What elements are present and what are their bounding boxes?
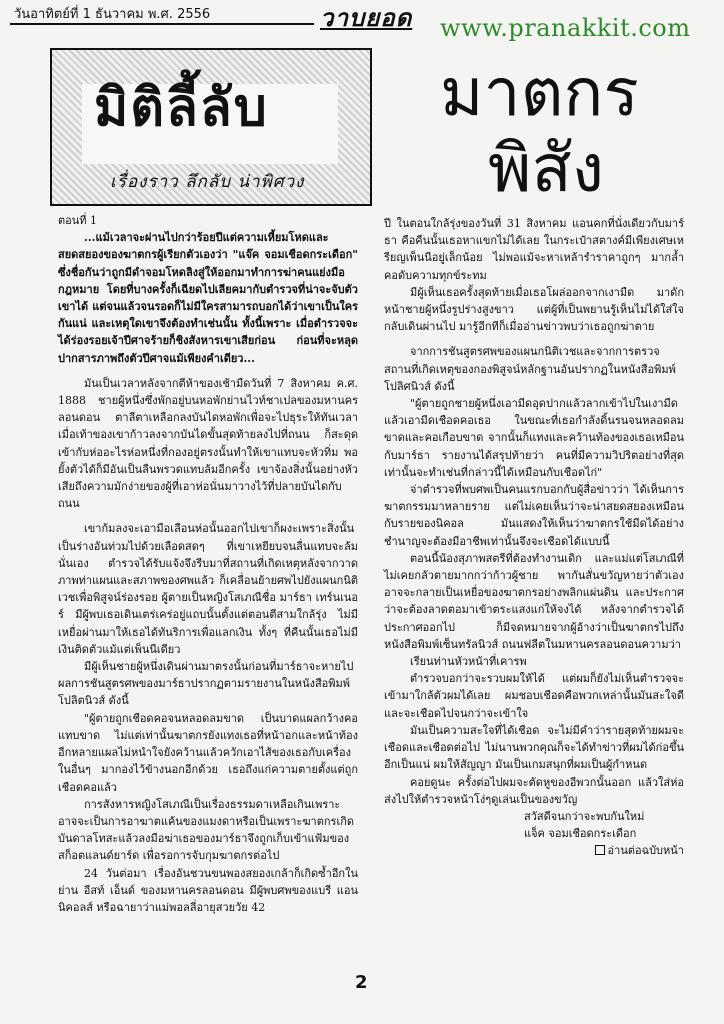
issue-date: วันอาทิตย์ที่ 1 ธันวาคม พ.ศ. 2556 — [14, 7, 211, 22]
letter-paragraph: มันเป็นความสะใจที่ได้เชือด จะไม่มีคำว่ารายสุดท้ายผมจะเชือดและเชือดต่อไป ไม่นานพวกคุณก็จะได้ทำข่าวที่ผมได้ก่อขึ้นอีกเป็นแน่ ผมให้สัญญา มันเป็นเกมสนุกที่ผมเป็นผู้กำหนด — [384, 723, 684, 772]
page-number: 2 — [355, 972, 368, 993]
signature-name: แจ็ค จอมเชือดกระเดือก — [524, 827, 637, 841]
article-paragraph: "ผู้ตายถูกเชือดคอจนหลอดลมขาด เป็นบาดแผลกว้างคอแทบขาด ไม่แต่เท่านั้นฆาตกรยังแทงเธอที่หน้าอกและหน้าท้องอีกหลายแผลไม่หนำใจยังคว้านแล้วควักเอาไส้ของเธอกับเครื่องในอื่นๆ มากองไว้ข้างนอกอีกด้วย เธอถึงแก่ความตายตั้งแต่ถูกเชือดคอแล้ว — [58, 711, 358, 794]
watermark-url: www.pranakkit.com — [440, 14, 691, 42]
article-paragraph: มีผู้เห็นเธอครั้งสุดท้ายเมื่อเธอโผล่ออกจากเงามืด มาดักหน้าชายผู้หนึ่งรูปร่างสูงขาว แต่ผู้ที่เป็นพยานรู้เห็นไม่ได้ใส่ใจกลับเดินผ่านไป มารู้อีกทีก็เมื่ออ่านข่าวพบว่าเธอถูกฆ่าตาย — [384, 285, 684, 334]
article-paragraph: ตอนนี้น้องสุภาพสตรีที่ต้องทำงานเดิก และแม่แต่โสเภณีที่ไม่เคยกลัวตายมากกว่าก้าวผู้ชาย พากันสั่นขวัญหายว่าตัวเองอาจจะกลายเป็นเหยื่อของฆาตกรอย่างพลิกแผ่นดิน และประกาศว่าจะต้องลาดตอมาเข้าตระแสงแก่ให้จงได้ หลังจากตำรวจได้ประกาศออกไป ก็มีจดหมายจากผู้อ้างว่าเป็นฆาตกรไปถึงหนังสือพิมพ์เซ็นทรัลนิวส์ ถนนฟลีตในมหานครลอนดอนความว่า — [384, 551, 684, 651]
left-column — [58, 212, 358, 916]
quote-paragraph: "ผู้ตายถูกชายผู้หนึ่งเอามีดอุดปากแล้วลากเข้าไปในเงามืดแล้วเอามีดเชือดคอเธอ ในขณะที่เธอกำลังดิ้นรนจนหลอดลมขาดและคอเกือบขาด จากนั้นก็แทงและคว้านท้องของเธอเหมือนกับมาร์ธา รายงานได้สรุปท้ายว่า คนที่มีความวิปริตอย่างที่สุดเท่านั้นจะทำเช่นที่กล่าวนี้ได้เหมือนกับเชือดไก่" — [384, 397, 684, 479]
headline-line-1: มาตกร — [440, 54, 639, 131]
letter-salutation: เรียนท่านหัวหน้าที่เคารพ — [410, 655, 527, 669]
article-paragraph: เขาก้มลงจะเอามือเลือนห่อนั้นออกไปเขาก็ผงะเพราะสิ่งนั้นเป็นร่างอันท่วมไปด้วยเลือดสดๆ ที่เขาเหยียบจนลื่นแทบจะล้มนั่นเอง ตำรวจได้รับแจ้งจึงรีบมาที่สถานที่เกิดเหตุหลังจากวาดภาพท่าแผนและสภาพของศพแล้ว ก็เคลื่อนย้ายศพไปยังแผนกนิติเวชเพื่อพิสูจน์ร่องรอย ผู้ตายเป็นหญิงโสเภณีชื่อ มาร์ธา เทร์นเนอร์ มีผู้พบเธอเดินเตร่เคร่อยู่แถบนั้นตั้งแต่ตอนตีสามใกล้รุ่ง ไม่มีเหยื่อผ่านมาให้เธอได้ทันริการเพื่อแลกเงิน ทั้งๆ ที่คืนนั้นเธอไม่มีเงินติดตัวแม้แต่เพ็นนีเดียว — [58, 522, 358, 656]
intro-paragraph: ...แม้เวลาจะผ่านไปกว่าร้อยปีแต่ความเหี้ยมโหดและสยดสยองของฆาตกรผู้เรียกตัวเองว่า "แจ๊ค จอมเชือดกระเดือก" ซึ่งชื่อกันว่าถูกมีดำจอมโหดลิงสู่ให้ออกมาทำการฆ่าคนแย่งมือกฎหมาย โดยที่บางครั้งก็เฉียดไปเลียคมากับตำรวจที่น่าจะจับตัวเขาได้ แต่จนแล้วจนรอดก็ไม่มีใครสามารถบอกได้ว่าเขาเป็นใครกันแน่ และเหตุใดเขาจึงต้องทำเช่นนั้น ทั้งนี้เพราะ เมื่อตำรวจจะได้ร่องรอยเจ้าปีศาจร้ายก็ชิงสังหารเขาเสียก่อน ก่อนที่จะหลุดปากสารภาพถึงตัวปีศาจแม้เพียงคำเดียว... — [58, 231, 358, 365]
letter-paragraph: คอยดูนะ ครั้งต่อไปผมจะตัดหูของอีพวกนั้นออก แล้วใส่ห่อส่งไปให้ตำรวจหน้าโง่ๆดูเล่นเป็นของขวัญ — [384, 775, 684, 806]
headline-line-2: พิสัง — [488, 130, 605, 207]
article-paragraph: 24 วันต่อมา เรื่องอันชวนขนพองสยองเกล้าก็เกิดซ้ำอีกในย่าน อีสท์ เอ็นด์ ของมหานครลอนดอน มีผู้พบศพของแบรี แอน นิคอลส์ หรือฉายาว่าแม่พอลลี่อายุสวยวัย 42 — [58, 866, 358, 914]
column-subtitle: เรื่องราว ลึกลับ น่าพิศวง — [110, 172, 305, 192]
article-paragraph: มีผู้เห็นชายผู้หนึ่งเดินผ่านมาตรงนั้นก่อนที่มาร์ธาจะหายไป ผลการชันสูตรศพของมาร์ธาปรากฏตามรายงานในหนังสือพิมพ์โปลิตนิวส์ ดังนี้ — [58, 660, 354, 708]
continued-label: อ่านต่อฉบับหน้า — [607, 844, 684, 858]
column-title-box — [50, 48, 372, 206]
article-paragraph: ปี ในตอนใกล้รุ่งของวันที่ 31 สิงหาคม แอนคกที่นั่งเดียวกับมาร์ธา คือคืนนั้นเธอหาแขกไม่ได้เลย ในกระเป๋าสตางค์มีเพียงเศษเหรียญเพ็นนีอยู่เล็กน้อย ไม่พอแม้จะหาเหล้ารำราคาถูกๆ มากล้ำคอดับความทุกข์ระทม — [384, 217, 684, 282]
newspaper-logo: วาบยอด — [320, 4, 413, 32]
header-rule — [10, 23, 314, 25]
article-paragraph: มันเป็นเวลาหลังจากตีห้าของเช้ามืดวันที่ 7 สิงหาคม ค.ศ. 1888 ชายผู้หนึ่งซึ่งพักอยู่บนหอพักย่านไวท์ชาเปลของมหานครลอนดอน ตาลีตาเหลือกลงบันไดหอพักเพื่อจะไปธุระให้ทันเวลา เมื่อเท้าของเขาก้าวลงจากบันไดขั้นสุดท้ายลงไปที่ถนน ก็สะดุดเข้ากับห่ออะไรห่อหนึ่งที่กองอยู่ตรงนั้นทำให้เขาแทบจะหัวทิ่ม พอยั้งตัวได้ก็มีอันเป็นลืนพรวดแทบล้มอีกครั้ง เขาจ้องสิ่งนั้นอย่างหัวเสียถึงความมักง่ายของผู้ที่เอาห่อนั่นมาวางไว้ที่ปลายบันไดกับถนน — [58, 376, 358, 511]
continued-note — [384, 842, 684, 859]
article-paragraph: จากการชันสูตรศพของแผนกนิติเวชและจากการตรวจสถานที่เกิดเหตุของกองพิสูจน์หลักฐานอันปรากฏในหนังสือพิมพ์โปลิศนิวส์ ดังนี้ — [384, 345, 676, 393]
signature-closing: สวัสดีจนกว่าจะพบกันใหม่ — [524, 809, 645, 823]
column-title: มิติลี้ลับ — [94, 78, 269, 138]
letter-paragraph: ตำรวจบอกว่าจะรวบผมให้ได้ แต่ผมก็ยังไม่เห็นตำรวจจะเข้ามาใกล้ตัวผมได้เลย ผมชอบเชือดคือพวกเหล่านั้นมันสะใจดีและจะเชือดไปจนกว่าจะเข้าใจ — [384, 672, 684, 720]
article-paragraph: การสังหารหญิงโสเภณีเป็นเรื่องธรรมดาเหลือเกินเพราะอาจจะเป็นการอาฆาตแค้นของแมงดาหรือเป็นเพราะฆาตกรเกิดบันดาลโทสะแล้วลงมือฆ่าเธอของมาร์ธาจึงถูกเก็บเข้าแฟ้มของสก็อตแลนด์ยาร์ด เพื่อรอการจับกุมฆาตกรต่อไป — [58, 797, 355, 863]
episode-label: ตอนที่ 1 — [58, 214, 98, 227]
checkbox-icon — [595, 845, 605, 855]
right-column — [384, 215, 684, 860]
article-paragraph: จ่าตำรวจที่พบศพเป็นคนแรกบอกกับผู้สื่อข่าวว่า ได้เห็นการฆาตกรรมมาหลายราย แต่ไม่เคยเห็นว่าจะน่าสยดสยองเหมือนกับรายของนิคอล มันแสดงให้เห็นว่าฆาตกรใช้มีดได้อย่างชำนาญจะต้องมีอาชีพเท่านั้นจึงจะเชือดได้แบบนี้ — [384, 483, 684, 548]
